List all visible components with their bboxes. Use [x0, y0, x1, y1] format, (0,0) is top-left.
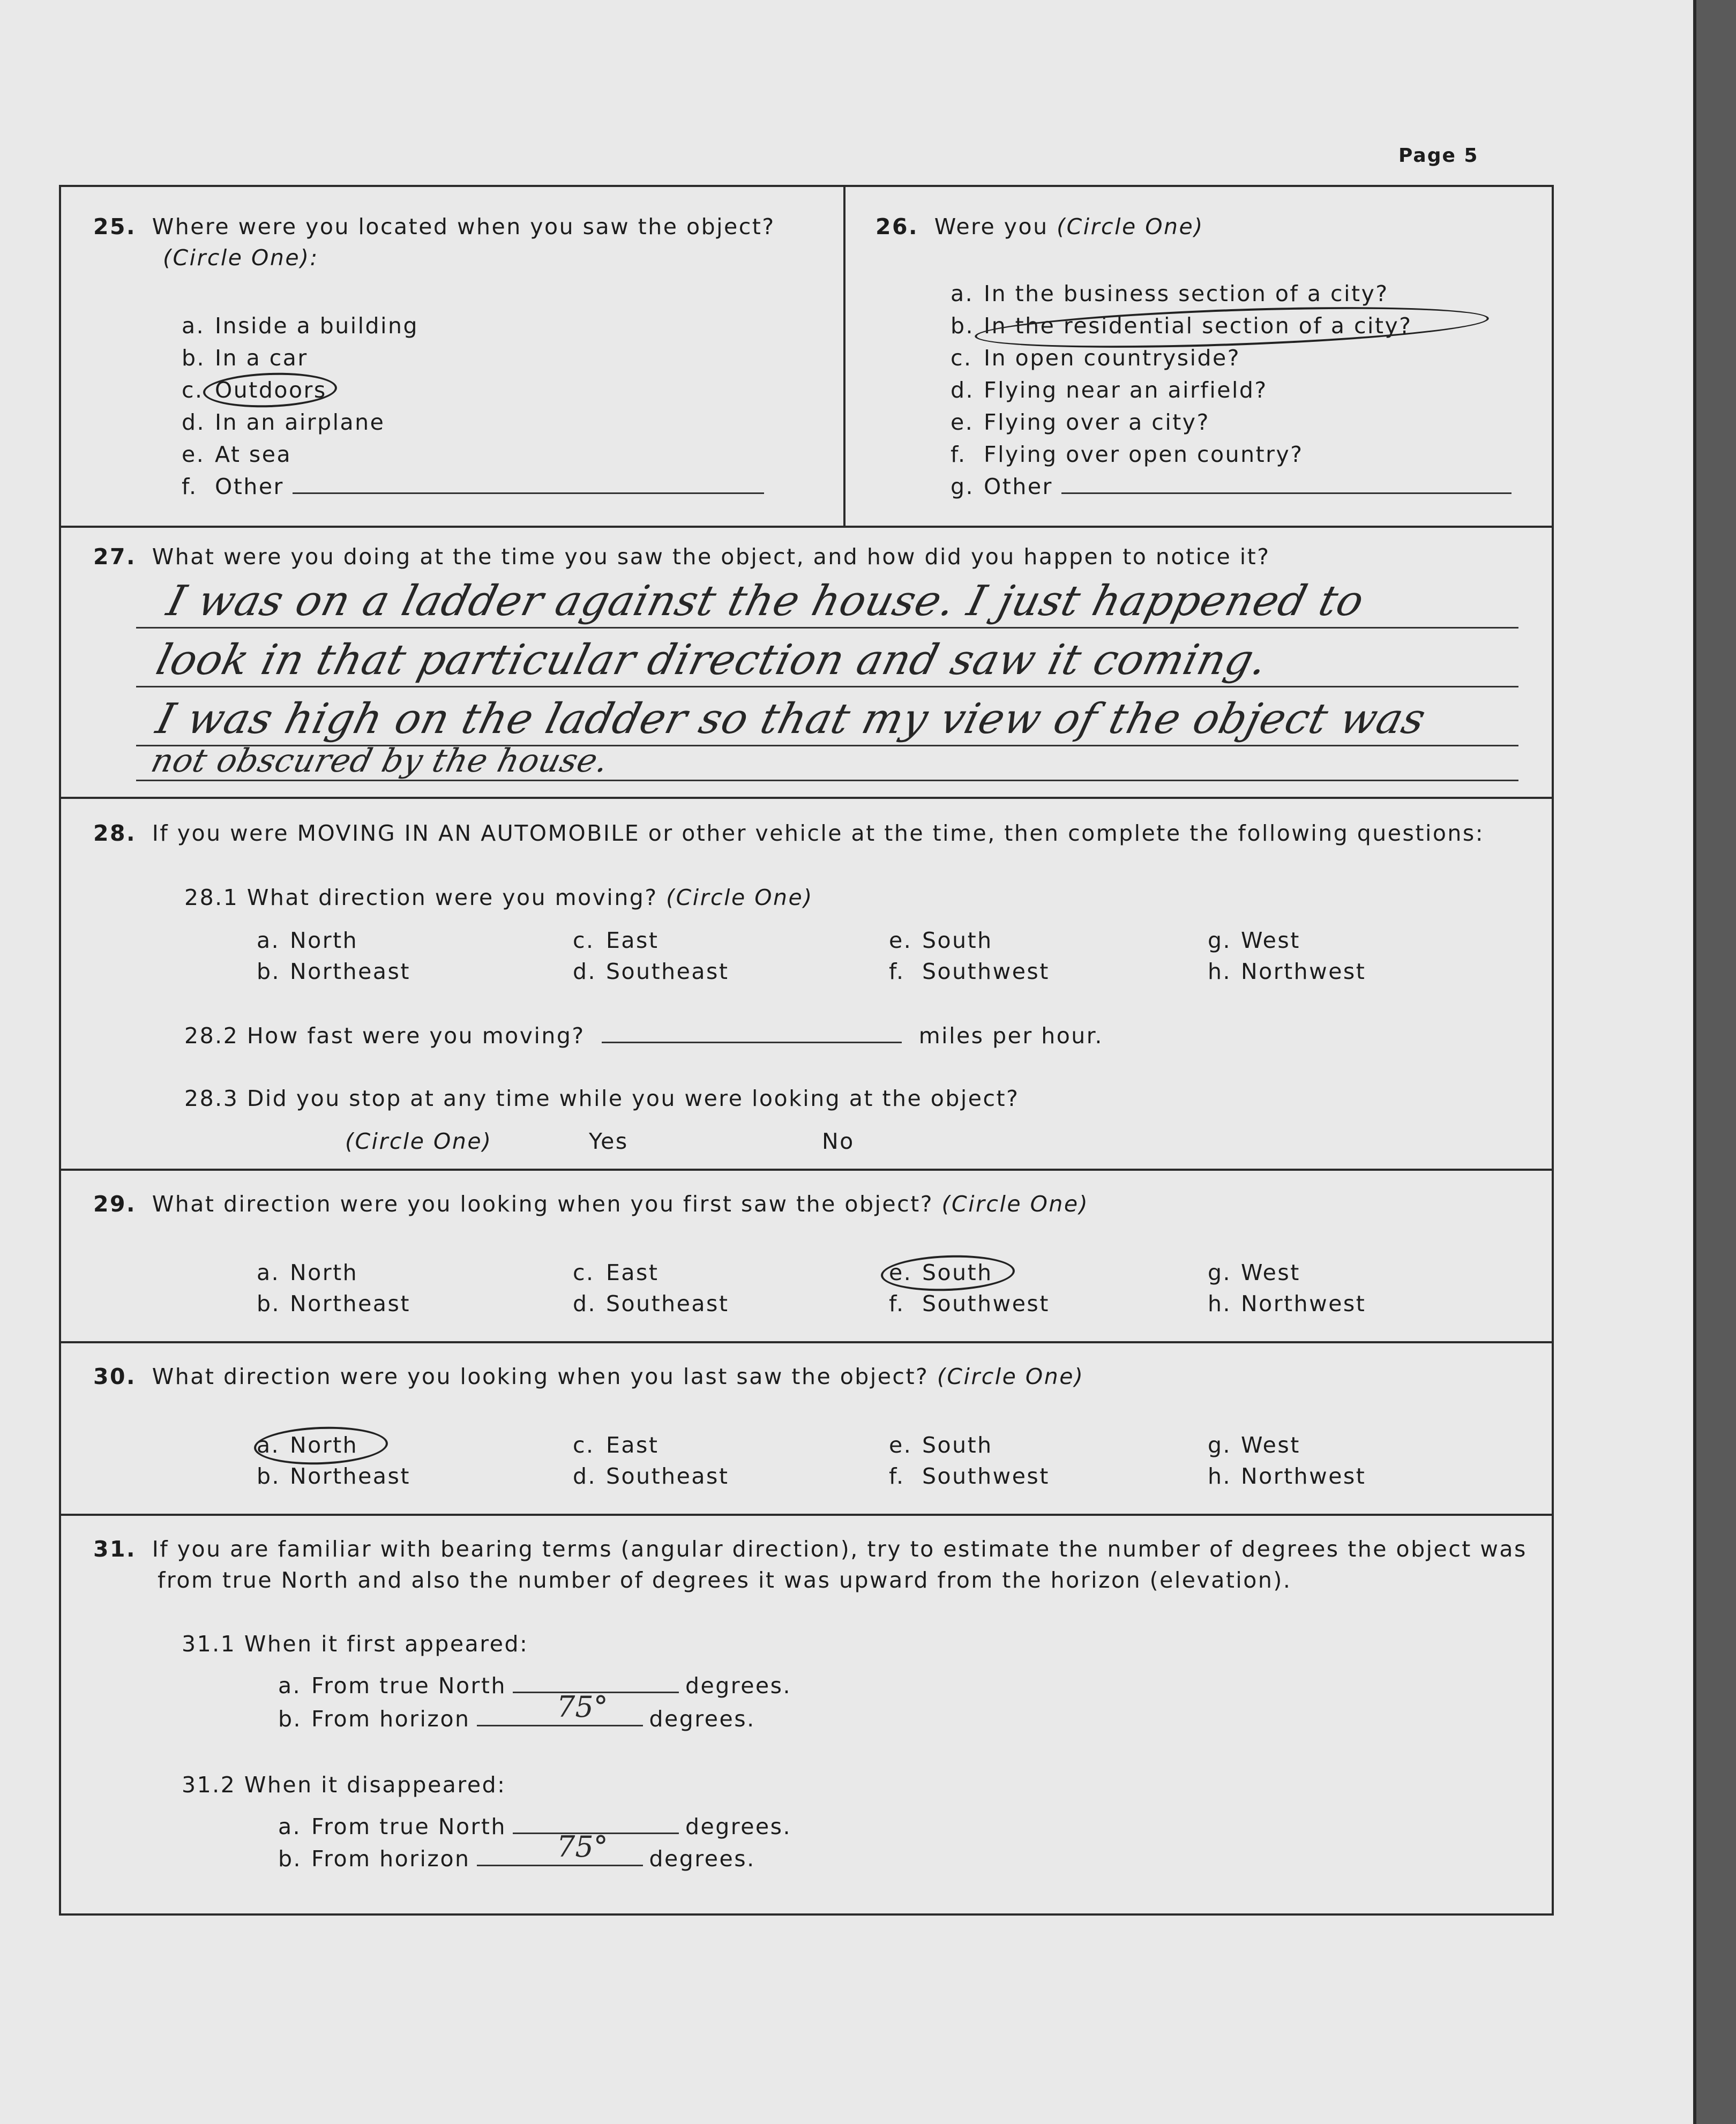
q28-3-instruction: (Circle One): [345, 1128, 492, 1154]
q29-option-a[interactable]: [257, 1260, 358, 1285]
q28-2-question: [184, 1023, 1103, 1049]
q31-2-number: 31.2: [182, 1772, 236, 1798]
option-text: East: [606, 928, 659, 953]
option-text: Northwest: [1241, 1291, 1366, 1317]
option-letter: c.: [182, 377, 204, 403]
q30-option-f[interactable]: [889, 1463, 1050, 1489]
q31-question-line-2: from true North and also the number of degrees it was upward from the horizon (elevation).: [158, 1567, 1292, 1593]
option-letter: f.: [889, 1291, 905, 1317]
q29-option-h[interactable]: [1208, 1291, 1366, 1317]
option-text: Northwest: [1241, 1463, 1366, 1489]
q25-selection-circle: [203, 371, 338, 410]
option-letter: a.: [182, 313, 205, 339]
q28-number: 28.: [93, 820, 137, 846]
option-text: North: [290, 928, 358, 953]
q31-1-text: When it first appeared:: [244, 1631, 529, 1657]
option-letter: g.: [1208, 928, 1232, 953]
q28-3-text: Did you stop at any time while you were looking at the object?: [246, 1086, 1020, 1111]
section-28: [61, 799, 1552, 1171]
q29-option-g[interactable]: [1208, 1260, 1300, 1285]
q30-number: 30.: [93, 1364, 137, 1389]
q30-instruction: (Circle One): [937, 1364, 1084, 1389]
q30-selection-circle: [253, 1425, 388, 1467]
option-letter: a.: [257, 1260, 280, 1285]
row-unit: degrees.: [685, 1673, 792, 1699]
form-frame: [59, 185, 1554, 1916]
q27-answer-line-2: look in that particular direction and saw it coming.: [151, 636, 1273, 684]
row-unit: degrees.: [685, 1814, 792, 1839]
q28-1-option-g[interactable]: [1208, 928, 1300, 953]
option-letter: e.: [182, 442, 205, 467]
q29-selection-circle: [880, 1253, 1015, 1293]
option-letter: c.: [951, 345, 972, 371]
option-text: South: [922, 1260, 993, 1285]
q27-number: 27.: [93, 544, 137, 570]
section-25-26: [61, 187, 1552, 528]
option-letter: b.: [951, 313, 975, 339]
option-text: At sea: [215, 442, 292, 467]
option-letter: a.: [257, 928, 280, 953]
q28-1-option-d[interactable]: [573, 959, 729, 984]
q28-1-option-h[interactable]: [1208, 959, 1366, 984]
q31-text-1: If you are familiar with bearing terms (angular direction), try to estimate the number of degrees the object was: [152, 1536, 1527, 1562]
q31-2-true-north: [278, 1814, 791, 1839]
speed-blank[interactable]: [602, 1026, 902, 1043]
q28-3-question: [184, 1086, 1019, 1111]
q29-text: What direction were you looking when you first saw the object?: [152, 1191, 933, 1217]
row-text: From true North: [311, 1673, 506, 1699]
q28-1-option-c[interactable]: [573, 928, 659, 953]
option-text: South: [922, 1432, 993, 1458]
option-letter: d.: [573, 959, 597, 984]
q31-2-question: [182, 1772, 506, 1798]
q28-1-question: [184, 885, 813, 910]
option-letter: f.: [182, 474, 198, 499]
option-letter: f.: [951, 442, 967, 467]
q31-1-question: [182, 1631, 528, 1657]
answer-rule-4: [136, 780, 1518, 781]
q31-1-horizon: [278, 1706, 755, 1732]
q26-option-d[interactable]: [951, 377, 1268, 403]
q25-option-f[interactable]: [182, 474, 764, 499]
option-letter: f.: [889, 1463, 905, 1489]
option-text: Flying over a city?: [984, 409, 1210, 435]
q28-3-yes[interactable]: Yes: [589, 1128, 628, 1154]
option-text: In a car: [215, 345, 308, 371]
option-text: In the business section of a city?: [984, 281, 1389, 306]
answer-rule-2: [136, 686, 1518, 687]
option-letter: b.: [257, 1291, 281, 1317]
q27-question: [93, 544, 1270, 570]
q30-option-e[interactable]: [889, 1432, 993, 1458]
column-divider: [843, 187, 845, 526]
q26-option-e[interactable]: [951, 409, 1210, 435]
option-text: Flying near an airfield?: [984, 377, 1268, 403]
option-letter: d.: [182, 409, 206, 435]
option-text: Other: [215, 474, 284, 499]
q31-number: 31.: [93, 1536, 137, 1562]
page-number: Page 5: [1398, 145, 1479, 167]
q26-text: Were you: [934, 214, 1049, 240]
option-letter: e.: [951, 409, 974, 435]
q28-2-text: How fast were you moving?: [246, 1023, 585, 1049]
q28-text-caps: MOVING IN AN AUTOMOBILE: [297, 820, 640, 846]
option-letter: g.: [951, 474, 975, 499]
q25-option-b[interactable]: [182, 345, 308, 371]
q30-option-d[interactable]: [573, 1463, 729, 1489]
q28-1-number: 28.1: [184, 885, 239, 910]
q28-2-unit: miles per hour.: [918, 1023, 1103, 1049]
option-text: Other: [984, 474, 1053, 499]
row-text: From horizon: [311, 1706, 470, 1732]
answer-rule-1: [136, 627, 1518, 629]
section-30: [61, 1343, 1552, 1516]
row-letter: a.: [278, 1673, 302, 1699]
option-letter: b.: [257, 1463, 281, 1489]
q31-2-horizon: [278, 1846, 755, 1872]
row-letter: b.: [278, 1706, 302, 1732]
q26-number: 26.: [876, 214, 919, 240]
option-text: Outdoors: [215, 377, 327, 403]
option-letter: c.: [573, 928, 595, 953]
option-text: Southeast: [606, 1291, 729, 1317]
option-text: North: [290, 1260, 358, 1285]
option-text: In an airplane: [215, 409, 385, 435]
section-29: [61, 1171, 1552, 1343]
q28-1-option-e[interactable]: [889, 928, 993, 953]
option-letter: d.: [573, 1291, 597, 1317]
q30-option-c[interactable]: [573, 1432, 659, 1458]
q28-2-number: 28.2: [184, 1023, 239, 1049]
option-letter: a.: [257, 1432, 280, 1458]
option-letter: c.: [573, 1432, 595, 1458]
q28-text-post: or other vehicle at the time, then complete the following questions:: [648, 820, 1485, 846]
q27-answer-line-1: I was on a ladder against the house. I just happened to: [162, 577, 1370, 625]
section-31: [61, 1516, 1552, 1913]
option-letter: e.: [889, 928, 912, 953]
option-letter: h.: [1208, 1291, 1232, 1317]
option-text: South: [922, 928, 993, 953]
q28-1-option-b[interactable]: [257, 959, 410, 984]
option-letter: a.: [951, 281, 974, 306]
q25-option-a[interactable]: [182, 313, 418, 339]
option-letter: f.: [889, 959, 905, 984]
row-unit: degrees.: [649, 1846, 755, 1872]
q31-1-true-north: [278, 1673, 791, 1699]
option-text: North: [290, 1432, 358, 1458]
option-text: West: [1241, 1432, 1300, 1458]
q25-question: [93, 214, 775, 240]
q30-text: What direction were you looking when you last saw the object?: [152, 1364, 929, 1389]
q25-number: 25.: [93, 214, 137, 240]
option-letter: b.: [257, 959, 281, 984]
q30-option-b[interactable]: [257, 1463, 410, 1489]
option-text: East: [606, 1260, 659, 1285]
option-text: East: [606, 1432, 659, 1458]
option-text: Southwest: [922, 1291, 1050, 1317]
option-text: West: [1241, 928, 1300, 953]
option-letter: d.: [951, 377, 975, 403]
q29-option-c[interactable]: [573, 1260, 659, 1285]
option-text: Southeast: [606, 959, 729, 984]
option-letter: g.: [1208, 1432, 1232, 1458]
option-text: West: [1241, 1260, 1300, 1285]
q26-instruction: (Circle One): [1057, 214, 1204, 240]
q29-number: 29.: [93, 1191, 137, 1217]
option-text: Southwest: [922, 1463, 1050, 1489]
row-letter: b.: [278, 1846, 302, 1872]
q31-1-number: 31.1: [182, 1631, 236, 1657]
q31-2-horizon-value: 75°: [557, 1830, 608, 1864]
q27-answer-line-3: I was high on the ladder so that my view of the object was: [151, 695, 1431, 743]
option-letter: h.: [1208, 1463, 1232, 1489]
row-unit: degrees.: [649, 1706, 755, 1732]
q29-option-d[interactable]: [573, 1291, 729, 1317]
section-27: [61, 528, 1552, 799]
option-text: Southeast: [606, 1463, 729, 1489]
option-letter: h.: [1208, 959, 1232, 984]
q28-1-option-a[interactable]: [257, 928, 358, 953]
q28-question: [93, 820, 1484, 846]
q26-option-g[interactable]: [951, 474, 1511, 499]
q31-question-line-1: [93, 1536, 1527, 1562]
q25-option-d[interactable]: [182, 409, 385, 435]
q26-option-f[interactable]: [951, 442, 1304, 467]
q26-other-blank[interactable]: [1061, 476, 1511, 494]
q26-option-c[interactable]: [951, 345, 1240, 371]
option-text: Northeast: [290, 1463, 410, 1489]
option-letter: c.: [573, 1260, 595, 1285]
q26-option-a[interactable]: [951, 281, 1389, 306]
q30-question: [93, 1364, 1084, 1389]
q28-1-instruction: (Circle One): [666, 885, 813, 910]
q25-text: Where were you located when you saw the object?: [152, 214, 775, 240]
q29-instruction: (Circle One): [941, 1191, 1089, 1217]
q25-option-e[interactable]: [182, 442, 291, 467]
q29-question: [93, 1191, 1089, 1217]
option-text: Flying over open country?: [984, 442, 1304, 467]
q27-text: What were you doing at the time you saw the object, and how did you happen to notice it?: [152, 544, 1270, 570]
row-text: From true North: [311, 1814, 506, 1839]
option-text: Inside a building: [215, 313, 418, 339]
q31-2-text: When it disappeared:: [244, 1772, 506, 1798]
q31-1-horizon-value: 75°: [557, 1690, 608, 1724]
option-text: Northwest: [1241, 959, 1366, 984]
q30-option-g[interactable]: [1208, 1432, 1300, 1458]
option-text: In the residential section of a city?: [984, 313, 1412, 339]
q25-other-blank[interactable]: [293, 476, 764, 494]
option-text: In open countryside?: [984, 345, 1241, 371]
option-letter: b.: [182, 345, 206, 371]
q29-option-b[interactable]: [257, 1291, 410, 1317]
option-text: Southwest: [922, 959, 1050, 984]
q26-question: [876, 214, 1204, 240]
row-letter: a.: [278, 1814, 302, 1839]
q28-3-number: 28.3: [184, 1086, 239, 1111]
option-text: Northeast: [290, 959, 410, 984]
q29-option-f[interactable]: [889, 1291, 1050, 1317]
row-text: From horizon: [311, 1846, 470, 1872]
q30-option-h[interactable]: [1208, 1463, 1366, 1489]
option-letter: e.: [889, 1260, 912, 1285]
q28-1-text: What direction were you moving?: [246, 885, 658, 910]
option-letter: g.: [1208, 1260, 1232, 1285]
q28-text-pre: If you were: [152, 820, 289, 846]
option-letter: e.: [889, 1432, 912, 1458]
q25-instruction: (Circle One):: [163, 245, 319, 271]
q28-3-no[interactable]: No: [822, 1128, 855, 1154]
q27-answer-line-4: not obscured by the house.: [147, 742, 613, 780]
q28-1-option-f[interactable]: [889, 959, 1050, 984]
option-letter: d.: [573, 1463, 597, 1489]
option-text: Northeast: [290, 1291, 410, 1317]
